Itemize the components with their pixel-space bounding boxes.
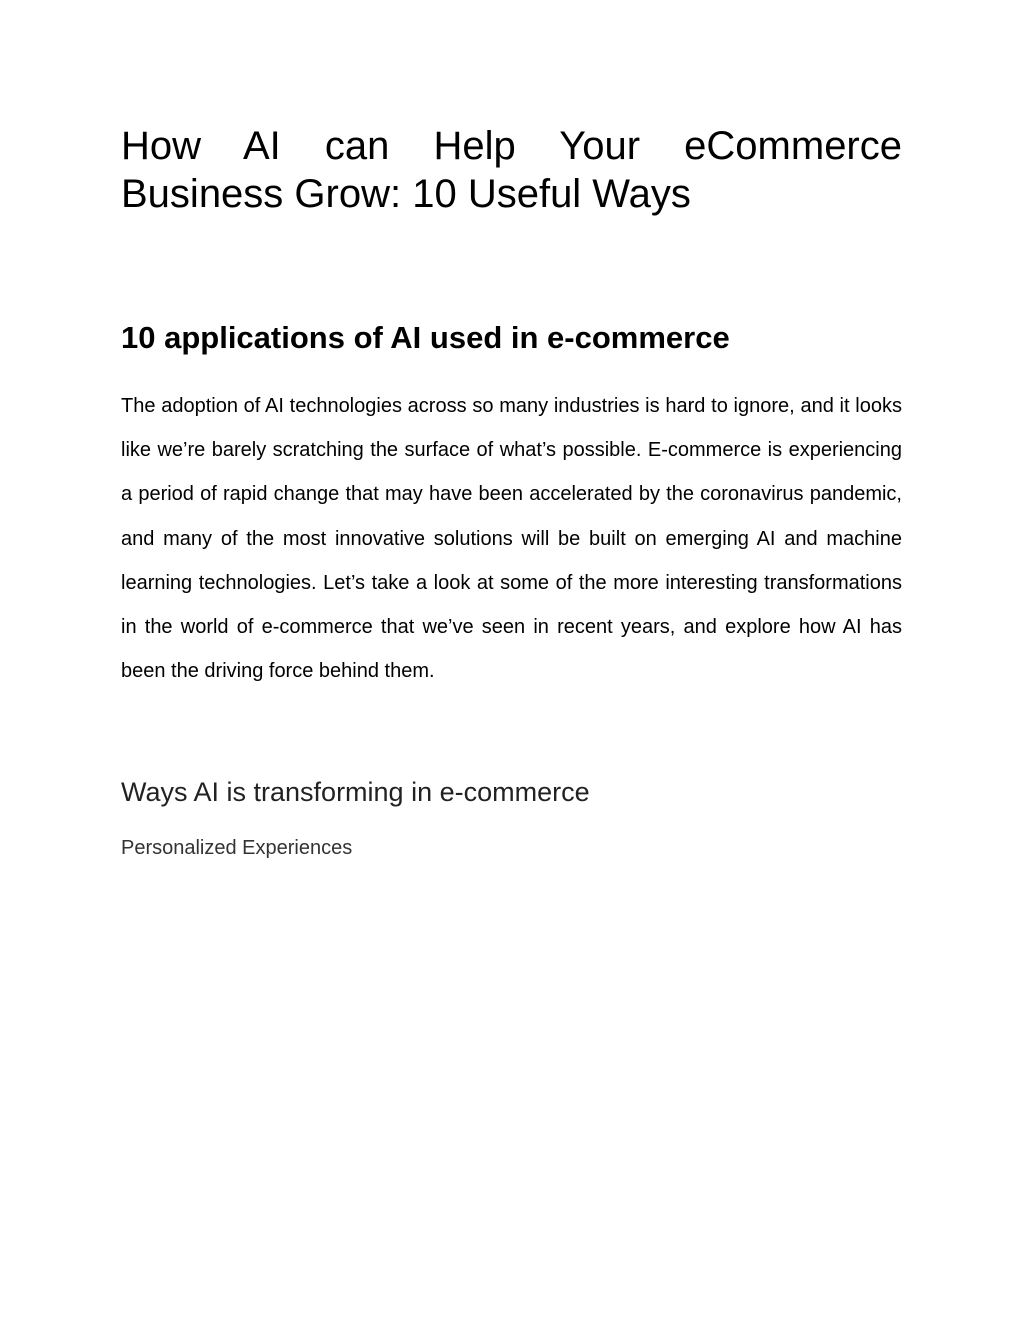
section-heading: Ways AI is transforming in e-commerce	[121, 777, 590, 807]
intro-paragraph: The adoption of AI technologies across so many industries is hard to ignore, and it looks like we’re barely scratching the surface of what’s possible. E-commerce is experiencing a period of rapid change that may have been accelerated by the coronavirus pandemic, and many of the most innovative solutions will be built on emerging AI and machine learning technologies. Let’s take a look at some of the more interesting transformations in the world of e-commerce that we’ve seen in recent years, and explore how AI has been the driving force behind them.	[121, 395, 902, 683]
document-subtitle: 10 applications of AI used in e-commerce	[121, 320, 730, 355]
document-title: How AI can Help Your eCommerce Business Grow: 10 Useful Ways	[121, 124, 902, 216]
sub-heading: Personalized Experiences	[121, 837, 353, 859]
